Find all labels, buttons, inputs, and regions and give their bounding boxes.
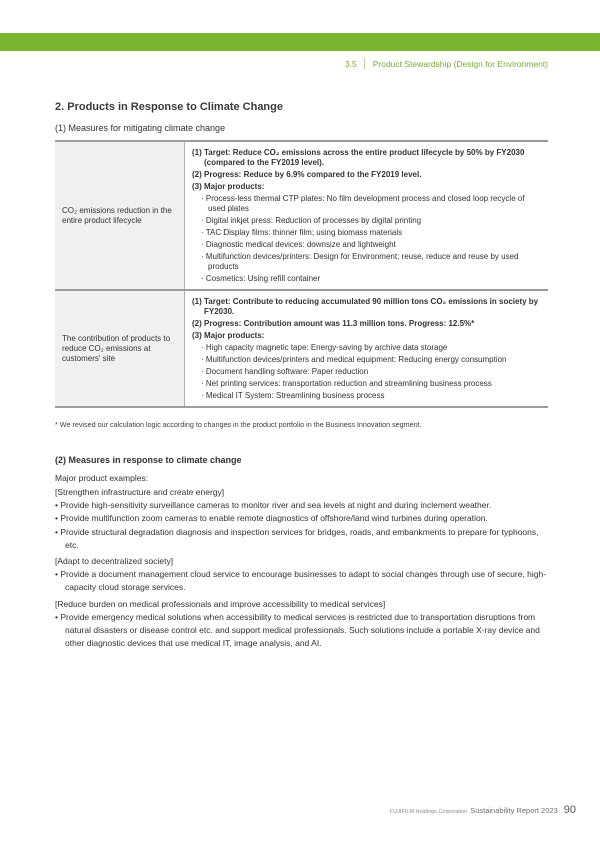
footer-report-title: Sustainability Report 2023 (470, 806, 558, 815)
row-label-text: The contribution of products to reduce CO₂ emissions at customers' site (62, 333, 171, 363)
row-numbered-item: (1) Target: Contribute to reducing accumulated 90 million tons CO₂ emissions in society by FY2030. (192, 297, 539, 316)
product-example-groups (55, 486, 548, 650)
subsection-2-heading: (2) Measures in response to climate change (55, 455, 242, 465)
row-bullet-item: · High capacity magnetic tape: Energy-saving by archive data storage (201, 343, 448, 352)
page-title: 2. Products in Response to Climate Change (55, 101, 283, 113)
row-bullet-item: · Document handling software: Paper reduction (201, 367, 369, 376)
group-bullet-item: • Provide high-sensitivity surveillance cameras to monitor river and sea levels at night and during inclement weather. (55, 500, 492, 511)
row-numbered-item: (3) Major products: (192, 331, 265, 340)
row-bullet-item: · TAC Display films: thinner film; using biomass materials (201, 228, 403, 237)
header-accent-bar (0, 33, 600, 51)
row-numbered-item: (1) Target: Reduce CO₂ emissions across the entire product lifecycle by 50% by FY2030 (compared to the FY2019 level). (192, 148, 525, 167)
row-content (185, 291, 548, 406)
group-heading: [Adapt to decentralized society] (55, 556, 174, 567)
row-bullet-item: · Net printing services: transportation reduction and streamlining business process (201, 379, 492, 388)
group-bullet-item: • Provide structural degradation diagnosis and inspection services for bridges, roads, and embankments to prepare for typhoons, etc. (55, 526, 539, 550)
page-content (55, 101, 548, 650)
row-bullet-item: · Multifunction devices/printers: Design for Environment; reuse, reduce and reuse by used products (201, 252, 519, 271)
intro-line: Major product examples: (55, 473, 149, 483)
group-bullet-item: • Provide emergency medical solutions when accessibility to medical services is restricted due to transportation disruptions from natural disasters or disease control etc. and support medical professionals. Such solutions include a portable X-ray device and other diagnostic devices that use medical IT, image analysis, and AI. (55, 611, 540, 649)
row-bullet-item: · Process-less thermal CTP plates: No film development process and closed loop recycle of used plates (201, 194, 525, 213)
row-bullet-item: · Diagnostic medical devices: downsize and lightweight (201, 240, 396, 249)
group-bullet-item: • Provide a document management cloud service to encourage businesses to adapt to social changes through use of secure, high-capacity cloud storage services. (55, 569, 547, 593)
row-numbered-item: (3) Major products: (192, 182, 265, 191)
section-title: Product Stewardship (Design for Environment) (372, 58, 548, 69)
row-bullet-item: · Digital inkjet press: Reduction of processes by digital printing (201, 216, 422, 225)
row-numbered-item: (2) Progress: Contribution amount was 11.3 million tons. Progress: 12.5%* (192, 319, 475, 328)
header-divider (364, 58, 365, 69)
example-group (55, 598, 548, 651)
section-header (345, 56, 548, 71)
footer-page-number: 90 (563, 804, 576, 816)
row-label (55, 291, 185, 406)
group-heading: [Reduce burden on medical professionals and improve accessibility to medical services] (55, 598, 386, 609)
subsection-1-heading: (1) Measures for mitigating climate change (55, 123, 226, 133)
table-row (55, 291, 548, 406)
page-footer (390, 804, 576, 816)
table-footnote: * We revised our calculation logic according to changes in the product portfolio in the Business Innovation segment. (55, 420, 422, 429)
example-group (55, 486, 548, 552)
group-bullet-item: • Provide multifunction zoom cameras to enable remote diagnostics of offshore/land wind turbines during operation. (55, 513, 488, 524)
row-label (55, 142, 185, 289)
footer-publisher: FUJIFILM Holdings Corporation (389, 809, 468, 815)
climate-measures-table (55, 140, 548, 408)
example-group (55, 555, 548, 595)
table-row (55, 142, 548, 291)
group-heading: [Strengthen infrastructure and create energy] (55, 487, 225, 497)
row-bullet-item: · Multifunction devices/printers and medical equipment: Reducing energy consumption (201, 355, 507, 364)
row-content (185, 142, 548, 289)
row-numbered-item: (2) Progress: Reduce by 6.9% compared to the FY2019 level. (192, 170, 422, 179)
section-number: 3.5 (344, 58, 357, 69)
row-label-text: CO₂ emissions reduction in the entire product lifecycle (62, 205, 172, 225)
row-bullet-item: · Cosmetics: Using refill container (201, 274, 321, 283)
row-bullet-item: · Medical IT System: Streamlining business process (201, 391, 385, 400)
